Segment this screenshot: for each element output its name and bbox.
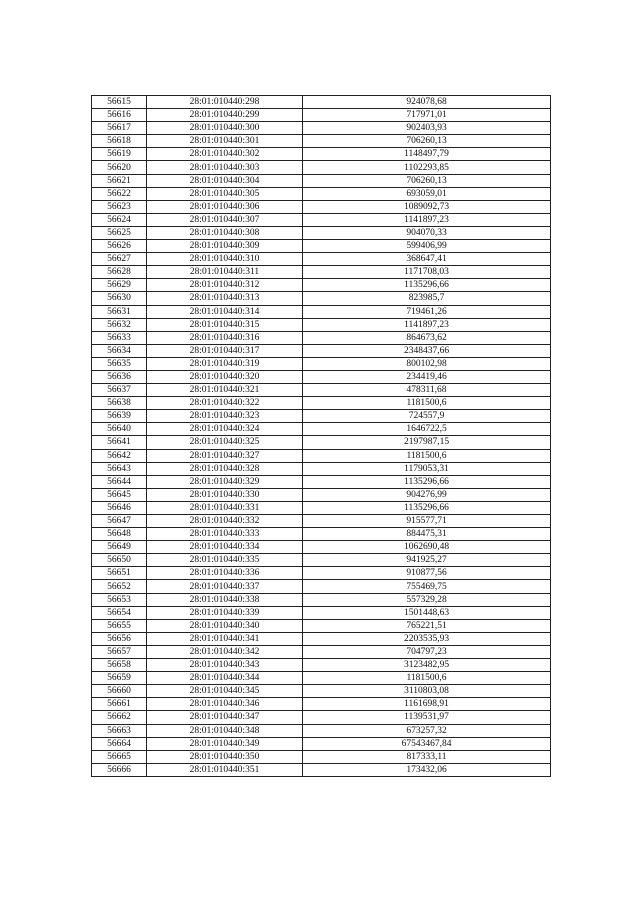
row-number-cell: 56637 <box>92 384 147 397</box>
cadastral-number-cell: 28:01:010440:300 <box>147 122 303 135</box>
row-number-cell: 56635 <box>92 357 147 370</box>
cadastral-value-cell: 941925,27 <box>303 554 551 567</box>
row-number-cell: 56658 <box>92 659 147 672</box>
cadastral-number-cell: 28:01:010440:324 <box>147 423 303 436</box>
row-number-cell: 56661 <box>92 698 147 711</box>
row-number-cell: 56617 <box>92 122 147 135</box>
row-number-cell: 56641 <box>92 436 147 449</box>
cadastral-value-cell: 1181500,6 <box>303 449 551 462</box>
row-number-cell: 56624 <box>92 213 147 226</box>
row-number-cell: 56630 <box>92 292 147 305</box>
table-row <box>92 475 551 488</box>
cadastral-value-cell: 904070,33 <box>303 226 551 239</box>
table-row <box>92 528 551 541</box>
row-number-cell: 56618 <box>92 135 147 148</box>
row-number-cell: 56652 <box>92 580 147 593</box>
cadastral-value-cell: 823985,7 <box>303 292 551 305</box>
table-row <box>92 174 551 187</box>
cadastral-number-cell: 28:01:010440:314 <box>147 305 303 318</box>
table-row <box>92 541 551 554</box>
row-number-cell: 56645 <box>92 488 147 501</box>
cadastral-number-cell: 28:01:010440:328 <box>147 462 303 475</box>
table-row <box>92 711 551 724</box>
table-row <box>92 331 551 344</box>
table-row <box>92 410 551 423</box>
row-number-cell: 56666 <box>92 763 147 776</box>
cadastral-value-cell: 1181500,6 <box>303 672 551 685</box>
row-number-cell: 56646 <box>92 501 147 514</box>
row-number-cell: 56642 <box>92 449 147 462</box>
cadastral-number-cell: 28:01:010440:304 <box>147 174 303 187</box>
row-number-cell: 56644 <box>92 475 147 488</box>
cadastral-value-cell: 693059,01 <box>303 187 551 200</box>
cadastral-number-cell: 28:01:010440:339 <box>147 606 303 619</box>
cadastral-value-cell: 67543467,84 <box>303 737 551 750</box>
cadastral-number-cell: 28:01:010440:331 <box>147 501 303 514</box>
table-row <box>92 567 551 580</box>
cadastral-number-cell: 28:01:010440:342 <box>147 645 303 658</box>
cadastral-number-cell: 28:01:010440:329 <box>147 475 303 488</box>
cadastral-number-cell: 28:01:010440:332 <box>147 515 303 528</box>
table-row <box>92 515 551 528</box>
row-number-cell: 56650 <box>92 554 147 567</box>
cadastral-number-cell: 28:01:010440:317 <box>147 344 303 357</box>
cadastral-value-cell: 3123482,95 <box>303 659 551 672</box>
table-row <box>92 240 551 253</box>
row-number-cell: 56660 <box>92 685 147 698</box>
table-row <box>92 344 551 357</box>
row-number-cell: 56638 <box>92 397 147 410</box>
table-row <box>92 200 551 213</box>
cadastral-number-cell: 28:01:010440:351 <box>147 763 303 776</box>
cadastral-value-cell: 234419,46 <box>303 370 551 383</box>
cadastral-value-cell: 864673,62 <box>303 331 551 344</box>
cadastral-number-cell: 28:01:010440:306 <box>147 200 303 213</box>
table-row <box>92 96 551 109</box>
row-number-cell: 56651 <box>92 567 147 580</box>
table-row <box>92 645 551 658</box>
cadastral-number-cell: 28:01:010440:327 <box>147 449 303 462</box>
table-row <box>92 763 551 776</box>
cadastral-number-cell: 28:01:010440:302 <box>147 148 303 161</box>
cadastral-value-cell: 704797,23 <box>303 645 551 658</box>
cadastral-number-cell: 28:01:010440:310 <box>147 253 303 266</box>
cadastral-number-cell: 28:01:010440:336 <box>147 567 303 580</box>
cadastral-value-cell: 1135296,66 <box>303 501 551 514</box>
row-number-cell: 56654 <box>92 606 147 619</box>
table-row <box>92 554 551 567</box>
table-row <box>92 292 551 305</box>
table-row <box>92 122 551 135</box>
table-row <box>92 213 551 226</box>
table-row <box>92 737 551 750</box>
table-row <box>92 318 551 331</box>
cadastral-number-cell: 28:01:010440:319 <box>147 357 303 370</box>
row-number-cell: 56636 <box>92 370 147 383</box>
cadastral-value-cell: 765221,51 <box>303 619 551 632</box>
cadastral-number-cell: 28:01:010440:333 <box>147 528 303 541</box>
cadastral-value-cell: 1135296,66 <box>303 475 551 488</box>
table-row <box>92 750 551 763</box>
cadastral-value-cell: 557329,28 <box>303 593 551 606</box>
cadastral-value-cell: 1062690,48 <box>303 541 551 554</box>
table-row <box>92 488 551 501</box>
row-number-cell: 56648 <box>92 528 147 541</box>
cadastral-value-cell: 1148497,79 <box>303 148 551 161</box>
cadastral-number-cell: 28:01:010440:307 <box>147 213 303 226</box>
cadastral-value-cell: 1501448,63 <box>303 606 551 619</box>
table-row <box>92 135 551 148</box>
table-row <box>92 187 551 200</box>
cadastral-number-cell: 28:01:010440:322 <box>147 397 303 410</box>
row-number-cell: 56621 <box>92 174 147 187</box>
cadastral-number-cell: 28:01:010440:320 <box>147 370 303 383</box>
cadastral-number-cell: 28:01:010440:308 <box>147 226 303 239</box>
row-number-cell: 56632 <box>92 318 147 331</box>
cadastral-value-cell: 1089092,73 <box>303 200 551 213</box>
table-row <box>92 253 551 266</box>
cadastral-value-cell: 706260,13 <box>303 135 551 148</box>
table-row <box>92 357 551 370</box>
cadastral-value-cell: 2197987,15 <box>303 436 551 449</box>
table-row <box>92 580 551 593</box>
row-number-cell: 56655 <box>92 619 147 632</box>
cadastral-number-cell: 28:01:010440:325 <box>147 436 303 449</box>
table-row <box>92 370 551 383</box>
cadastral-value-cell: 2203535,93 <box>303 632 551 645</box>
cadastral-value-cell: 924078,68 <box>303 96 551 109</box>
cadastral-number-cell: 28:01:010440:315 <box>147 318 303 331</box>
cadastral-number-cell: 28:01:010440:313 <box>147 292 303 305</box>
table-row <box>92 698 551 711</box>
cadastral-value-cell: 719461,26 <box>303 305 551 318</box>
row-number-cell: 56647 <box>92 515 147 528</box>
row-number-cell: 56639 <box>92 410 147 423</box>
row-number-cell: 56626 <box>92 240 147 253</box>
row-number-cell: 56627 <box>92 253 147 266</box>
cadastral-value-cell: 904276,99 <box>303 488 551 501</box>
row-number-cell: 56662 <box>92 711 147 724</box>
table-body <box>92 96 551 777</box>
row-number-cell: 56663 <box>92 724 147 737</box>
cadastral-value-cell: 1102293,85 <box>303 161 551 174</box>
table-row <box>92 672 551 685</box>
cadastral-number-cell: 28:01:010440:346 <box>147 698 303 711</box>
row-number-cell: 56633 <box>92 331 147 344</box>
row-number-cell: 56664 <box>92 737 147 750</box>
table-row <box>92 724 551 737</box>
table-row <box>92 305 551 318</box>
table-row <box>92 397 551 410</box>
table-row <box>92 632 551 645</box>
table-row <box>92 606 551 619</box>
cadastral-number-cell: 28:01:010440:335 <box>147 554 303 567</box>
row-number-cell: 56659 <box>92 672 147 685</box>
row-number-cell: 56628 <box>92 266 147 279</box>
row-number-cell: 56653 <box>92 593 147 606</box>
cadastral-value-cell: 3110803,08 <box>303 685 551 698</box>
cadastral-number-cell: 28:01:010440:348 <box>147 724 303 737</box>
table-row <box>92 659 551 672</box>
table-row <box>92 436 551 449</box>
table-row <box>92 266 551 279</box>
cadastral-number-cell: 28:01:010440:316 <box>147 331 303 344</box>
row-number-cell: 56629 <box>92 279 147 292</box>
cadastral-value-cell: 817333,11 <box>303 750 551 763</box>
table-row <box>92 423 551 436</box>
cadastral-number-cell: 28:01:010440:340 <box>147 619 303 632</box>
row-number-cell: 56625 <box>92 226 147 239</box>
table-row <box>92 619 551 632</box>
cadastral-value-cell: 368647,41 <box>303 253 551 266</box>
cadastral-value-cell: 1135296,66 <box>303 279 551 292</box>
cadastral-number-cell: 28:01:010440:299 <box>147 109 303 122</box>
cadastral-number-cell: 28:01:010440:350 <box>147 750 303 763</box>
table-row <box>92 685 551 698</box>
row-number-cell: 56620 <box>92 161 147 174</box>
row-number-cell: 56665 <box>92 750 147 763</box>
cadastral-number-cell: 28:01:010440:312 <box>147 279 303 292</box>
cadastral-value-cell: 673257,32 <box>303 724 551 737</box>
cadastral-value-cell: 478311,68 <box>303 384 551 397</box>
table-row <box>92 148 551 161</box>
cadastral-number-cell: 28:01:010440:334 <box>147 541 303 554</box>
cadastral-number-cell: 28:01:010440:343 <box>147 659 303 672</box>
row-number-cell: 56634 <box>92 344 147 357</box>
row-number-cell: 56649 <box>92 541 147 554</box>
cadastral-value-cell: 1646722,5 <box>303 423 551 436</box>
cadastral-value-cell: 1141897,23 <box>303 213 551 226</box>
cadastral-number-cell: 28:01:010440:323 <box>147 410 303 423</box>
cadastral-value-cell: 173432,06 <box>303 763 551 776</box>
cadastral-number-cell: 28:01:010440:330 <box>147 488 303 501</box>
cadastral-value-cell: 1179053,31 <box>303 462 551 475</box>
table-row <box>92 449 551 462</box>
table-row <box>92 226 551 239</box>
cadastral-value-cell: 884475,31 <box>303 528 551 541</box>
row-number-cell: 56622 <box>92 187 147 200</box>
cadastral-value-cell: 915577,71 <box>303 515 551 528</box>
table-row <box>92 384 551 397</box>
cadastral-value-cell: 1139531,97 <box>303 711 551 724</box>
row-number-cell: 56631 <box>92 305 147 318</box>
cadastral-value-cell: 724557,9 <box>303 410 551 423</box>
row-number-cell: 56619 <box>92 148 147 161</box>
cadastral-number-cell: 28:01:010440:338 <box>147 593 303 606</box>
cadastral-number-cell: 28:01:010440:303 <box>147 161 303 174</box>
row-number-cell: 56657 <box>92 645 147 658</box>
row-number-cell: 56656 <box>92 632 147 645</box>
cadastral-number-cell: 28:01:010440:341 <box>147 632 303 645</box>
cadastral-number-cell: 28:01:010440:321 <box>147 384 303 397</box>
cadastral-value-cell: 599406,99 <box>303 240 551 253</box>
cadastral-number-cell: 28:01:010440:309 <box>147 240 303 253</box>
cadastral-number-cell: 28:01:010440:349 <box>147 737 303 750</box>
table-row <box>92 593 551 606</box>
cadastral-value-table <box>91 95 551 777</box>
table-row <box>92 462 551 475</box>
cadastral-number-cell: 28:01:010440:344 <box>147 672 303 685</box>
table-row <box>92 109 551 122</box>
table-row <box>92 279 551 292</box>
row-number-cell: 56623 <box>92 200 147 213</box>
row-number-cell: 56640 <box>92 423 147 436</box>
cadastral-number-cell: 28:01:010440:347 <box>147 711 303 724</box>
cadastral-value-cell: 717971,01 <box>303 109 551 122</box>
cadastral-value-cell: 2348437,66 <box>303 344 551 357</box>
cadastral-number-cell: 28:01:010440:345 <box>147 685 303 698</box>
row-number-cell: 56643 <box>92 462 147 475</box>
row-number-cell: 56615 <box>92 96 147 109</box>
table-row <box>92 161 551 174</box>
cadastral-value-cell: 706260,13 <box>303 174 551 187</box>
cadastral-number-cell: 28:01:010440:311 <box>147 266 303 279</box>
row-number-cell: 56616 <box>92 109 147 122</box>
cadastral-number-cell: 28:01:010440:301 <box>147 135 303 148</box>
cadastral-value-cell: 800102,98 <box>303 357 551 370</box>
cadastral-number-cell: 28:01:010440:305 <box>147 187 303 200</box>
cadastral-value-cell: 755469,75 <box>303 580 551 593</box>
cadastral-number-cell: 28:01:010440:298 <box>147 96 303 109</box>
cadastral-value-cell: 1171708,03 <box>303 266 551 279</box>
cadastral-value-cell: 1181500,6 <box>303 397 551 410</box>
cadastral-number-cell: 28:01:010440:337 <box>147 580 303 593</box>
cadastral-value-cell: 910877,56 <box>303 567 551 580</box>
table-row <box>92 501 551 514</box>
cadastral-value-cell: 902403,93 <box>303 122 551 135</box>
cadastral-value-cell: 1161698,91 <box>303 698 551 711</box>
cadastral-value-cell: 1141897,23 <box>303 318 551 331</box>
